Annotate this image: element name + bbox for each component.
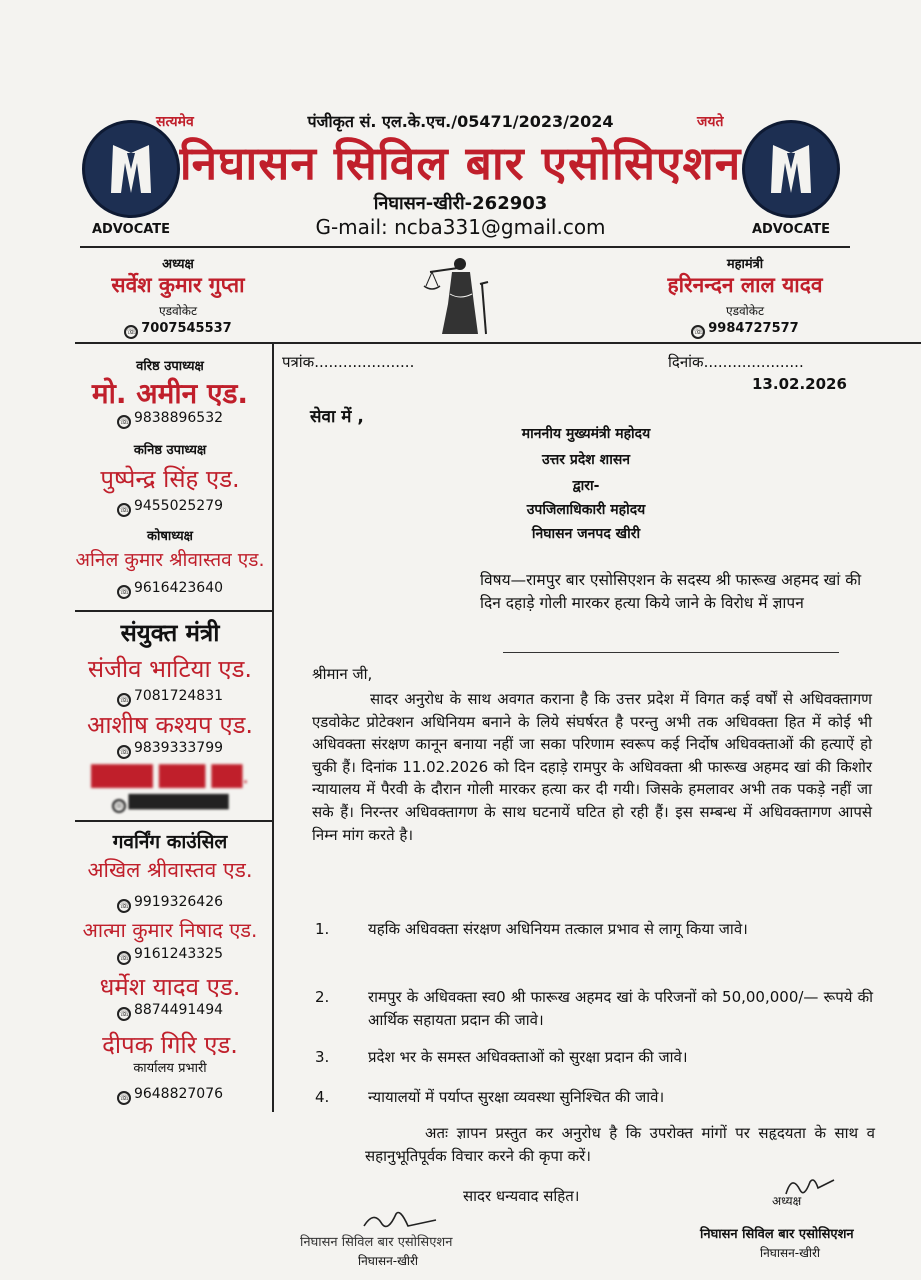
council-member-4-role: कार्यालय प्रभारी	[133, 1061, 207, 1076]
joint-secretary-3-phone-redacted	[66, 795, 274, 813]
joint-secretary-3-name-redacted: ████ ███ ██.	[91, 764, 249, 788]
salutation: श्रीमान जी,	[312, 665, 373, 683]
phone-icon: ☏	[118, 505, 131, 515]
president-stamp: निघासन सिविल बार एसोसिएशन	[700, 1227, 854, 1242]
president-signature-title: अध्यक्ष	[772, 1194, 802, 1208]
council-member-1-phone-number: 9919326426	[133, 894, 224, 910]
organization-name: निघासन सिविल बार एसोसिएशन	[179, 136, 742, 190]
phone-icon: ☏	[118, 695, 131, 705]
demand-1-text: यहकि अधिवक्ता संरक्षण अधिनियम तत्काल प्रभाव से लागू किया जावे।	[368, 920, 748, 938]
recipient-line-2: उत्तर प्रदेश शासन	[541, 452, 631, 468]
phone-icon: ☏	[118, 1093, 131, 1103]
sidebar-divider-2	[75, 820, 272, 822]
joint-secretary-1-name: संजीव भाटिया एड.	[87, 655, 253, 683]
motto-right: जयते	[697, 114, 724, 130]
treasurer-phone-number: 9616423640	[133, 580, 224, 596]
junior-vp-name: पुष्पेन्द्र सिंह एड.	[100, 465, 240, 493]
council-member-2-phone-number: 9161243325	[133, 946, 224, 962]
motto-left: सत्यमेव	[156, 114, 194, 130]
junior-vp-title: कनिष्ठ उपाध्यक्ष	[133, 443, 207, 458]
recipient-line-4: उपजिलाधिकारी महोदय	[526, 502, 646, 518]
demand-3-text: प्रदेश भर के समस्त अधिवक्ताओं को सुरक्षा प्रदान की जावे।	[368, 1048, 688, 1066]
phone-icon: ☏	[118, 901, 131, 911]
council-member-3-name: धर्मेश यादव एड.	[99, 973, 241, 1001]
sidebar-divider-1	[75, 610, 272, 612]
joint-secretary-1-phone	[66, 688, 274, 707]
phone-icon: ☏	[118, 1009, 131, 1019]
junior-vp-phone-number: 9455025279	[133, 498, 224, 514]
phone-icon: ☏	[118, 587, 131, 597]
president-phone	[88, 321, 268, 339]
body-paragraph: सादर अनुरोध के साथ अवगत कराना है कि उत्तर प्रदेश में विगत कई वर्षों से अधिवक्तागण एडवोकेट प्रोटेक्शन अधिनियम बनाने के लिये संघर्षरत है परन्तु अभी तक अधिवक्ता हित में कोई भी अधिवक्ता संरक्षण कानून बनाया नहीं जा सका परिणाम स्वरूप कई निर्दोष अधिवक्ताओं की हत्याऐं हो चुकी हैं। दिनांक 11.02.2026 को दिन दहाड़े रामपुर के अधिवक्ता श्री फारूख अहमद खां की किशोर न्यायालय में पैरवी के दौरान गोली मारकर हत्या कर दी गयी। जिसके हमलावर अभी तक पकड़े नहीं जा सके हैं। निरन्तर अधिवक्तागण के साथ घटनायें घटित हो रही हैं। इस सम्बन्ध में अधिवक्तागण आपसे निम्न मांग करते है।	[312, 690, 872, 844]
date-value: 13.02.2026	[752, 375, 847, 393]
demand-4-text: न्यायालयों में पर्याप्त सुरक्षा व्यवस्था सुनिश्चित की जावे।	[368, 1088, 665, 1106]
senior-vp-phone-number: 9838896532	[133, 410, 224, 426]
addressee-salutation: सेवा में ,	[310, 407, 364, 427]
secretary-block	[640, 254, 850, 339]
treasurer-name: अनिल कुमार श्रीवास्तव एड.	[75, 549, 265, 571]
joint-secretary-1-phone-number: 7081724831	[133, 688, 224, 704]
council-member-3-phone-number: 8874491494	[133, 1002, 224, 1018]
president-block	[88, 254, 268, 339]
secretary-stamp: निघासन सिविल बार एसोसिएशन	[300, 1235, 453, 1250]
junior-vp-phone	[66, 498, 274, 517]
council-member-1-phone	[66, 894, 274, 913]
logo-caption-right: ADVOCATE	[751, 222, 831, 237]
phone-icon: ☏	[113, 801, 125, 811]
joint-secretary-3-phone-number: ██████████	[128, 795, 229, 810]
phone-icon: ☏	[118, 747, 131, 757]
secretary-designation: एडवोकेट	[725, 304, 765, 318]
recipient-line-5: निघासन जनपद खीरी	[531, 526, 641, 542]
registration-number: पंजीकृत सं. एल.के.एच./05471/2023/2024	[307, 112, 614, 131]
senior-vp-phone	[66, 410, 274, 429]
letter-subject: विषय—रामपुर बार एसोसिएशन के सदस्य श्री फारूख अहमद खां की दिन दहाड़े गोली मारकर हत्या किये जाने के विरोध में ज्ञापन	[480, 571, 862, 612]
joint-secretary-heading: संयुक्त मंत्री	[120, 619, 220, 647]
secretary-title: महामंत्री	[726, 257, 764, 272]
recipient-line-1: माननीय मुख्यमंत्री महोदय	[521, 426, 651, 442]
recipient-line-3: द्वारा-	[572, 478, 600, 494]
organization-address: निघासन-खीरी-262903	[373, 193, 548, 214]
treasurer-title: कोषाध्यक्ष	[147, 529, 193, 544]
phone-icon: ☏	[118, 953, 131, 963]
council-member-4-phone	[66, 1086, 274, 1105]
thanks-line: सादर धन्यवाद सहित।	[463, 1187, 580, 1205]
demand-3-number: 3.	[315, 1048, 330, 1066]
president-stamp-place: निघासन-खीरी	[760, 1246, 821, 1260]
organization-email: G-mail: ncba331@gmail.com	[315, 215, 606, 239]
council-member-2-phone	[66, 946, 274, 965]
officers-divider	[75, 342, 921, 344]
joint-secretary-2-name: आशीष कश्यप एड.	[86, 711, 254, 739]
reference-number-label: पत्रांक.....................	[282, 353, 415, 371]
senior-vp-name: मो. अमीन एड.	[91, 377, 249, 410]
closing-paragraph: अतः ज्ञापन प्रस्तुत कर अनुरोध है कि उपरोक्त मांगों पर सहृदयता के साथ व सहानुभूतिपूर्वक विचार करने की कृपा करें।	[365, 1124, 875, 1165]
phone-icon: ☏	[126, 327, 138, 337]
president-name: सर्वेश कुमार गुप्ता	[111, 273, 245, 297]
secretary-stamp-place: निघासन-खीरी	[358, 1254, 419, 1268]
council-member-3-phone	[66, 1002, 274, 1021]
demand-1-number: 1.	[315, 920, 330, 938]
secretary-phone	[640, 321, 850, 339]
president-phone-number: 7007545537	[141, 321, 232, 336]
logo-caption-left: ADVOCATE	[91, 222, 171, 237]
senior-vp-title: वरिष्ठ उपाध्यक्ष	[136, 359, 204, 374]
president-designation: एडवोकेट	[158, 304, 198, 318]
council-member-4-phone-number: 9648827076	[133, 1086, 224, 1102]
lady-justice-icon	[420, 254, 500, 338]
demand-2-number: 2.	[315, 988, 330, 1006]
council-member-1-name: अखिल श्रीवास्तव एड.	[87, 858, 253, 882]
council-member-2-name: आत्मा कुमार निषाद एड.	[82, 918, 258, 942]
phone-icon: ☏	[693, 327, 705, 337]
header-divider	[80, 246, 850, 248]
subject-underline	[503, 652, 839, 653]
joint-secretary-2-phone-number: 9839333799	[133, 740, 224, 756]
demand-4-number: 4.	[315, 1088, 330, 1106]
council-member-4-name: दीपक गिरि एड.	[102, 1031, 238, 1059]
secretary-name: हरिनन्दन लाल यादव	[667, 273, 823, 297]
demand-2-text: रामपुर के अधिवक्ता स्व0 श्री फारूख अहमद खां के परिजनों को 50,00,000/— रूपये की आर्थिक सहायता प्रदान की जावे।	[368, 988, 873, 1029]
joint-secretary-2-phone	[66, 740, 274, 759]
phone-icon: ☏	[118, 417, 131, 427]
president-title: अध्यक्ष	[162, 257, 194, 272]
governing-council-heading: गवर्निंग काउंसिल	[112, 831, 228, 853]
treasurer-phone	[66, 580, 274, 599]
secretary-phone-number: 9984727577	[708, 321, 799, 336]
date-label: दिनांक.....................	[668, 353, 804, 371]
